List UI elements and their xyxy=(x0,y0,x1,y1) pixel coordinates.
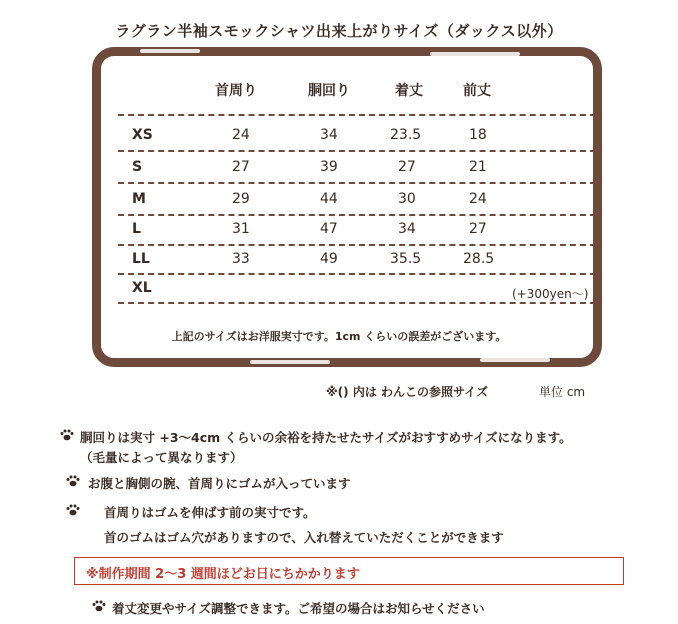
size-label-xl: XL xyxy=(132,280,152,296)
paw-icon xyxy=(92,600,106,612)
paw-icon xyxy=(66,475,80,487)
size-label-s: S xyxy=(132,159,143,175)
table-divider xyxy=(118,244,596,246)
paw-icon xyxy=(66,504,80,516)
header-neck: 首周り xyxy=(215,83,257,99)
cell-xs-length: 23.5 xyxy=(390,127,422,143)
size-label-ll: LL xyxy=(132,251,150,267)
table-divider xyxy=(118,302,596,304)
cell-xs-neck: 24 xyxy=(232,127,250,143)
header-length: 着丈 xyxy=(395,83,423,99)
cell-ll-chest: 49 xyxy=(320,251,338,267)
header-chest: 胴回り xyxy=(308,83,350,99)
cell-s-chest: 39 xyxy=(320,159,338,175)
note-neck: 首周りはゴムを伸ばす前の実寸です。 xyxy=(104,505,316,520)
cell-s-length: 27 xyxy=(398,159,416,175)
frame-texture xyxy=(140,49,200,53)
size-label-l: L xyxy=(132,221,141,237)
cell-l-chest: 47 xyxy=(320,221,338,237)
cell-l-length: 34 xyxy=(398,221,416,237)
size-label-xs: XS xyxy=(132,127,153,143)
note-fit-sub: （毛量によって異なります） xyxy=(80,450,243,465)
note-elastic: お腹と胸側の腕、首周りにゴムが入っています xyxy=(88,476,351,491)
note-fit: 胴回りは実寸 +3〜4cm くらいの余裕を持たせたサイズがおすすめサイズになります。 xyxy=(80,430,572,445)
cell-ll-neck: 33 xyxy=(232,251,250,267)
cell-m-chest: 44 xyxy=(320,191,338,207)
tolerance-note: 上記のサイズはお洋服実寸です。1cm くらいの誤差がございます。 xyxy=(171,330,507,343)
frame-texture xyxy=(430,52,520,56)
frame-texture xyxy=(480,358,550,362)
page-title: ラグラン半袖スモックシャツ出来上がりサイズ（ダックス以外） xyxy=(115,22,563,40)
cell-xs-front: 18 xyxy=(469,127,487,143)
cell-s-front: 21 xyxy=(469,159,487,175)
cell-m-length: 30 xyxy=(398,191,416,207)
cell-l-front: 27 xyxy=(469,221,487,237)
reference-note: ※() 内は わんこの参照サイズ xyxy=(326,385,489,399)
frame-texture xyxy=(250,360,330,364)
header-front-length: 前丈 xyxy=(463,83,491,99)
table-divider xyxy=(118,273,596,275)
table-divider xyxy=(118,182,596,184)
table-divider xyxy=(118,214,596,216)
note-customize: 着丈変更やサイズ調整できます。ご希望の場合はお知らせください xyxy=(112,601,485,616)
production-time-note: ※制作期間 2〜3 週間ほどお日にちかかります xyxy=(86,567,360,582)
table-divider xyxy=(118,114,596,116)
cell-l-neck: 31 xyxy=(232,221,250,237)
table-divider xyxy=(118,150,596,152)
cell-xs-chest: 34 xyxy=(320,127,338,143)
paw-icon xyxy=(60,429,74,441)
cell-m-neck: 29 xyxy=(232,191,250,207)
cell-ll-front: 28.5 xyxy=(463,251,495,267)
xl-price-note: (+300yen〜) xyxy=(512,287,589,301)
unit-label: 単位 cm xyxy=(539,385,586,399)
note-neck-sub: 首のゴムはゴム穴がありますので、入れ替えていただくことができます xyxy=(104,530,504,545)
cell-ll-length: 35.5 xyxy=(390,251,422,267)
cell-m-front: 24 xyxy=(469,191,487,207)
cell-s-neck: 27 xyxy=(232,159,250,175)
size-label-m: M xyxy=(132,191,146,207)
